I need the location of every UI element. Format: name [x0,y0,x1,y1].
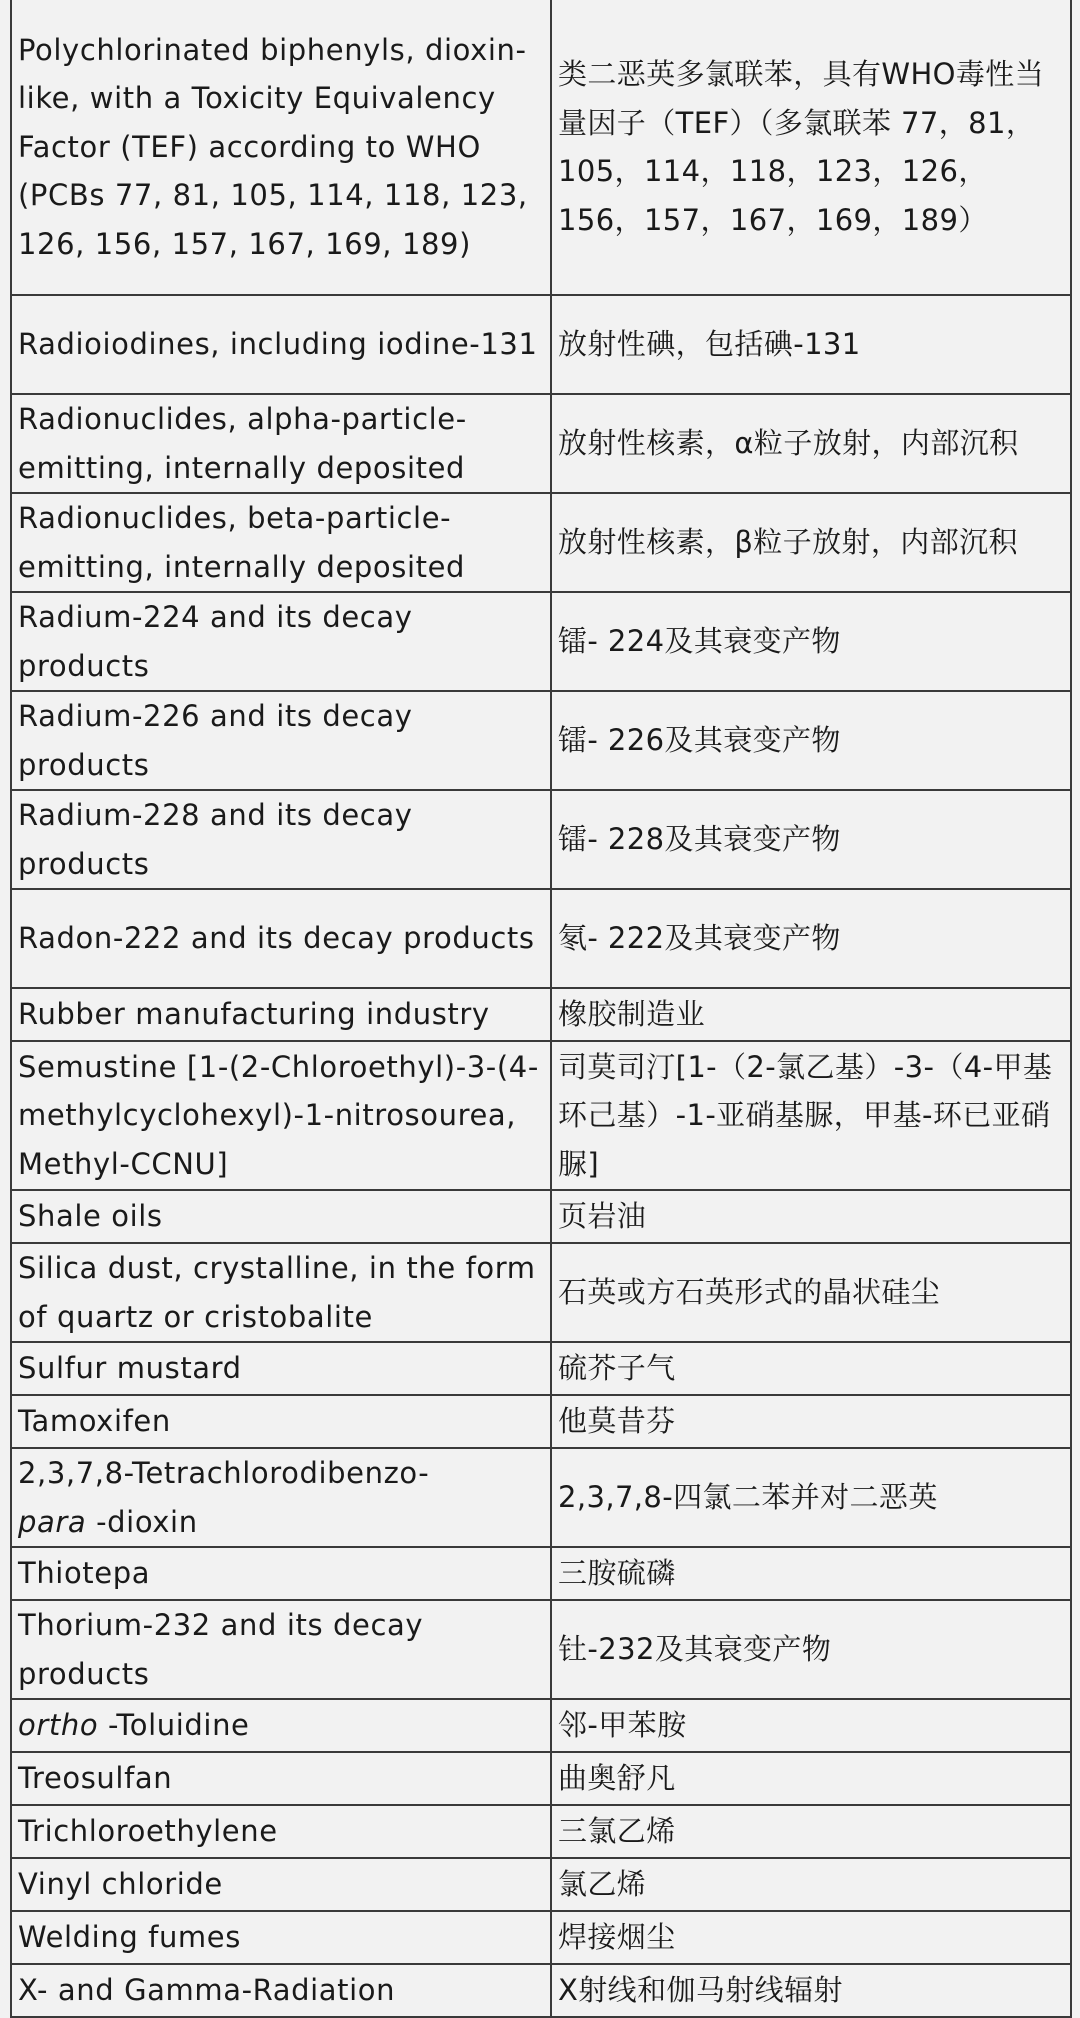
english-name-cell: Semustine [1-(2-Chloroethyl)-3-(4-methylcyclohexyl)-1-nitrosourea, Methyl-CCNU] [11,1041,551,1190]
carcinogen-table [10,0,1072,2018]
chinese-name-cell: 石英或方石英形式的晶状硅尘 [551,1243,1071,1342]
english-name-cell: Rubber manufacturing industry [11,988,551,1041]
table-row [11,1190,1071,1243]
table-row [11,1342,1071,1395]
table-row [11,1805,1071,1858]
chinese-name-cell: 镭- 224及其衰变产物 [551,592,1071,691]
chinese-name-cell: 他莫昔芬 [551,1395,1071,1448]
table-row [11,1858,1071,1911]
chinese-name-cell: 页岩油 [551,1190,1071,1243]
table-row [11,1699,1071,1752]
chinese-name-cell: 氡- 222及其衰变产物 [551,889,1071,988]
table-row [11,988,1071,1041]
chinese-name-cell: X射线和伽马射线辐射 [551,1964,1071,2017]
chinese-name-cell: 放射性核素，β粒子放射，内部沉积 [551,493,1071,592]
table-row [11,691,1071,790]
table-row [11,493,1071,592]
chinese-name-cell: 橡胶制造业 [551,988,1071,1041]
english-name-cell: Radium-226 and its decay products [11,691,551,790]
english-name-cell: Radionuclides, beta-particle-emitting, internally deposited [11,493,551,592]
table-row [11,394,1071,493]
english-name-cell: Vinyl chloride [11,1858,551,1911]
english-name-cell: Treosulfan [11,1752,551,1805]
english-name-cell: Tamoxifen [11,1395,551,1448]
english-name-cell: Welding fumes [11,1911,551,1964]
english-name-cell: Radionuclides, alpha-particle-emitting, internally deposited [11,394,551,493]
english-name-cell: Radioiodines, including iodine-131 [11,295,551,394]
table-row [11,1547,1071,1600]
english-name-cell [11,1699,551,1752]
table-row [11,295,1071,394]
english-name-cell: Trichloroethylene [11,1805,551,1858]
chinese-name-cell: 三氯乙烯 [551,1805,1071,1858]
chinese-name-cell: 钍-232及其衰变产物 [551,1600,1071,1699]
chinese-name-cell: 硫芥子气 [551,1342,1071,1395]
chinese-name-cell: 曲奥舒凡 [551,1752,1071,1805]
chinese-name-cell: 2,3,7,8-四氯二苯并对二恶英 [551,1448,1071,1547]
table-row [11,1600,1071,1699]
english-name-suffix: -Toluidine [98,1708,250,1743]
table-row [11,889,1071,988]
chinese-name-cell: 放射性核素，α粒子放射，内部沉积 [551,394,1071,493]
chinese-name-cell: 放射性碘，包括碘-131 [551,295,1071,394]
table-row [11,1911,1071,1964]
english-name-suffix: -dioxin [86,1504,198,1539]
english-name-italic: para [18,1504,87,1539]
carcinogen-table-container [10,0,1070,2018]
table-row [11,1395,1071,1448]
table-row [11,1448,1071,1547]
english-name-cell: Polychlorinated biphenyls, dioxin-like, with a Toxicity Equivalency Factor (TEF) according to WHO (PCBs 77, 81, 105, 114, 118, 123, 126, 156, 157, 167, 169, 189) [11,0,551,295]
table-row [11,592,1071,691]
chinese-name-cell: 三胺硫磷 [551,1547,1071,1600]
chinese-name-cell: 司莫司汀[1-（2-氯乙基）-3-（4-甲基环己基）-1-亚硝基脲，甲基-环已亚硝脲] [551,1041,1071,1190]
chinese-name-cell: 镭- 228及其衰变产物 [551,790,1071,889]
english-name-cell: Thiotepa [11,1547,551,1600]
chinese-name-cell: 镭- 226及其衰变产物 [551,691,1071,790]
english-name-cell: Shale oils [11,1190,551,1243]
chinese-name-cell: 邻-甲苯胺 [551,1699,1071,1752]
chinese-name-cell: 焊接烟尘 [551,1911,1071,1964]
english-name-cell [11,1448,551,1547]
table-row [11,1243,1071,1342]
english-name-cell: Radium-224 and its decay products [11,592,551,691]
english-name-prefix: 2,3,7,8-Tetrachlorodibenzo- [18,1456,430,1490]
table-row [11,0,1071,295]
table-row [11,1041,1071,1190]
table-row [11,1964,1071,2017]
table-row [11,1752,1071,1805]
english-name-cell: Radium-228 and its decay products [11,790,551,889]
english-name-cell: X- and Gamma-Radiation [11,1964,551,2017]
chinese-name-cell: 类二恶英多氯联苯，具有WHO毒性当量因子（TEF）（多氯联苯 77，81，105，114，118，123，126，156，157，167，169，189） [551,0,1071,295]
table-row [11,790,1071,889]
english-name-cell: Thorium-232 and its decay products [11,1600,551,1699]
english-name-italic: ortho [18,1708,99,1743]
english-name-cell: Radon-222 and its decay products [11,889,551,988]
chinese-name-cell: 氯乙烯 [551,1858,1071,1911]
english-name-cell: Silica dust, crystalline, in the form of quartz or cristobalite [11,1243,551,1342]
english-name-cell: Sulfur mustard [11,1342,551,1395]
